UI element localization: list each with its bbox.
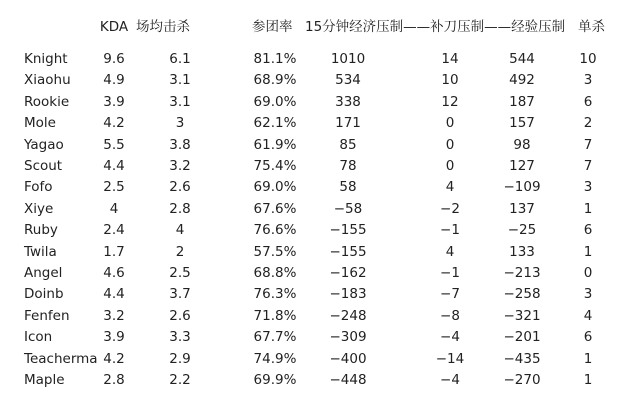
player-name: Ruby xyxy=(24,222,58,239)
gold-diff-value: −248 xyxy=(329,307,367,324)
player-name: Xiaohu xyxy=(24,72,71,89)
kda-value: 4.2 xyxy=(103,350,125,367)
player-name: Mole xyxy=(24,115,56,132)
solo-kills-value: 6 xyxy=(583,329,593,346)
table-row xyxy=(0,305,640,327)
participation-value: 71.8% xyxy=(253,307,297,324)
kda-value: 4 xyxy=(109,200,119,217)
avg-kills-value: 3.7 xyxy=(169,286,191,303)
xp-diff-value: 127 xyxy=(509,158,535,174)
player-name: Fenfen xyxy=(24,307,70,324)
xp-diff-value: −25 xyxy=(507,222,537,239)
participation-value: 67.6% xyxy=(253,200,297,217)
avg-kills-value: 2.6 xyxy=(169,307,191,324)
header-solo-kills: 单杀 xyxy=(578,19,605,35)
gold-diff-value: −58 xyxy=(333,200,363,217)
solo-kills-value: 6 xyxy=(583,222,593,239)
xp-diff-value: −213 xyxy=(503,265,541,281)
avg-kills-value: 2.2 xyxy=(169,372,191,388)
gold-diff-value: 171 xyxy=(335,115,361,132)
cs-diff-value: −2 xyxy=(440,200,460,217)
cs-diff-value: 0 xyxy=(445,158,455,174)
solo-kills-value: 7 xyxy=(583,158,593,174)
cs-diff-value: −4 xyxy=(440,372,460,388)
participation-value: 67.7% xyxy=(253,329,297,346)
cs-diff-value: 4 xyxy=(445,243,455,260)
header-participation: 参团率 xyxy=(252,19,293,35)
solo-kills-value: 7 xyxy=(583,136,593,153)
solo-kills-value: 3 xyxy=(583,72,593,89)
participation-value: 61.9% xyxy=(253,136,297,153)
cs-diff-value: −14 xyxy=(435,350,465,367)
participation-value: 69.0% xyxy=(253,179,297,196)
avg-kills-value: 2.9 xyxy=(169,350,191,367)
xp-diff-value: 157 xyxy=(509,115,535,132)
avg-kills-value: 3.1 xyxy=(169,93,191,110)
table-row xyxy=(0,262,640,284)
avg-kills-value: 3.2 xyxy=(169,158,191,174)
player-name: Scout xyxy=(24,158,63,174)
header-kda: KDA xyxy=(99,19,129,35)
player-name: Teacherma xyxy=(24,350,98,367)
cs-diff-value: 14 xyxy=(441,51,459,67)
player-name: Twila xyxy=(24,243,57,260)
table-row xyxy=(0,176,640,198)
gold-diff-value: 338 xyxy=(335,93,361,110)
table-header xyxy=(0,16,640,38)
table-row xyxy=(0,69,640,91)
player-name: Rookie xyxy=(24,93,70,110)
player-name: Maple xyxy=(24,372,65,388)
kda-value: 4.9 xyxy=(103,72,125,89)
gold-diff-value: −155 xyxy=(329,243,367,260)
xp-diff-value: 133 xyxy=(509,243,535,260)
gold-diff-value: −400 xyxy=(329,350,367,367)
cs-diff-value: −1 xyxy=(440,222,460,239)
avg-kills-value: 3.3 xyxy=(169,329,191,346)
gold-diff-value: 78 xyxy=(339,158,357,174)
table-row xyxy=(0,241,640,263)
solo-kills-value: 4 xyxy=(583,307,593,324)
kda-value: 2.8 xyxy=(103,372,125,388)
gold-diff-value: −448 xyxy=(329,372,367,388)
cs-diff-value: −8 xyxy=(440,307,460,324)
kda-value: 3.9 xyxy=(103,93,125,110)
gold-diff-value: 1010 xyxy=(330,51,366,67)
table-row xyxy=(0,219,640,241)
header-avg-kills: 场均击杀 xyxy=(136,19,190,35)
participation-value: 75.4% xyxy=(253,158,297,174)
gold-diff-value: 58 xyxy=(339,179,357,196)
kda-value: 4.2 xyxy=(103,115,125,132)
gold-diff-value: −162 xyxy=(329,265,367,281)
participation-value: 68.8% xyxy=(253,265,297,281)
gold-diff-value: −309 xyxy=(329,329,367,346)
player-name: Angel xyxy=(24,265,63,281)
cs-diff-value: −4 xyxy=(440,329,460,346)
avg-kills-value: 3.1 xyxy=(169,72,191,89)
solo-kills-value: 1 xyxy=(583,372,593,388)
xp-diff-value: −270 xyxy=(503,372,541,388)
solo-kills-value: 1 xyxy=(583,200,593,217)
table-row xyxy=(0,198,640,220)
avg-kills-value: 4 xyxy=(175,222,185,239)
kda-value: 9.6 xyxy=(103,51,125,67)
kda-value: 4.4 xyxy=(103,286,125,303)
player-name: Xiye xyxy=(24,200,54,217)
xp-diff-value: −435 xyxy=(503,350,541,367)
kda-value: 2.5 xyxy=(103,179,125,196)
participation-value: 74.9% xyxy=(253,350,297,367)
kda-value: 4.4 xyxy=(103,158,125,174)
table-row xyxy=(0,155,640,177)
xp-diff-value: 544 xyxy=(509,51,535,67)
table-row xyxy=(0,348,640,370)
player-name: Knight xyxy=(24,51,68,67)
gold-diff-value: 85 xyxy=(339,136,357,153)
cs-diff-value: 4 xyxy=(445,179,455,196)
kda-value: 2.4 xyxy=(103,222,125,239)
xp-diff-value: 137 xyxy=(509,200,535,217)
solo-kills-value: 10 xyxy=(579,51,597,67)
participation-value: 62.1% xyxy=(253,115,297,132)
participation-value: 76.3% xyxy=(253,286,297,303)
kda-value: 3.2 xyxy=(103,307,125,324)
solo-kills-value: 3 xyxy=(583,286,593,303)
kda-value: 3.9 xyxy=(103,329,125,346)
xp-diff-value: 187 xyxy=(509,93,535,110)
participation-value: 69.0% xyxy=(253,93,297,110)
xp-diff-value: 98 xyxy=(513,136,531,153)
solo-kills-value: 6 xyxy=(583,93,593,110)
table-row xyxy=(0,283,640,305)
solo-kills-value: 1 xyxy=(583,243,593,260)
solo-kills-value: 1 xyxy=(583,350,593,367)
table-row xyxy=(0,112,640,134)
gold-diff-value: 534 xyxy=(335,72,361,89)
kda-value: 5.5 xyxy=(103,136,125,153)
player-name: Yagao xyxy=(24,136,64,153)
table-row xyxy=(0,369,640,391)
avg-kills-value: 3.8 xyxy=(169,136,191,153)
gold-diff-value: −183 xyxy=(329,286,367,303)
cs-diff-value: 12 xyxy=(441,93,459,110)
cs-diff-value: −7 xyxy=(440,286,460,303)
table-row xyxy=(0,326,640,348)
solo-kills-value: 2 xyxy=(583,115,593,132)
participation-value: 76.6% xyxy=(253,222,297,239)
kda-value: 4.6 xyxy=(103,265,125,281)
avg-kills-value: 2.5 xyxy=(169,265,191,281)
kda-value: 1.7 xyxy=(103,243,125,260)
player-name: Icon xyxy=(24,329,53,346)
cs-diff-value: 10 xyxy=(441,72,459,89)
table-row xyxy=(0,48,640,70)
avg-kills-value: 2 xyxy=(175,243,185,260)
participation-value: 69.9% xyxy=(253,372,297,388)
xp-diff-value: −109 xyxy=(503,179,541,196)
xp-diff-value: −201 xyxy=(503,329,541,346)
xp-diff-value: −258 xyxy=(503,286,541,303)
cs-diff-value: 0 xyxy=(445,136,455,153)
participation-value: 81.1% xyxy=(253,51,297,67)
avg-kills-value: 2.6 xyxy=(169,179,191,196)
xp-diff-value: −321 xyxy=(503,307,541,324)
gold-diff-value: −155 xyxy=(329,222,367,239)
participation-value: 57.5% xyxy=(253,243,297,260)
solo-kills-value: 0 xyxy=(583,265,593,281)
avg-kills-value: 6.1 xyxy=(169,51,191,67)
solo-kills-value: 3 xyxy=(583,179,593,196)
table-row xyxy=(0,91,640,113)
participation-value: 68.9% xyxy=(253,72,297,89)
cs-diff-value: −1 xyxy=(440,265,460,281)
avg-kills-value: 2.8 xyxy=(169,200,191,217)
xp-diff-value: 492 xyxy=(509,72,535,89)
player-name: Doinb xyxy=(24,286,64,303)
player-name: Fofo xyxy=(24,179,53,196)
cs-diff-value: 0 xyxy=(445,115,455,132)
header-gold-cs-xp: 15分钟经济压制——补刀压制——经验压制 xyxy=(305,19,566,35)
avg-kills-value: 3 xyxy=(175,115,185,132)
table-row xyxy=(0,134,640,156)
